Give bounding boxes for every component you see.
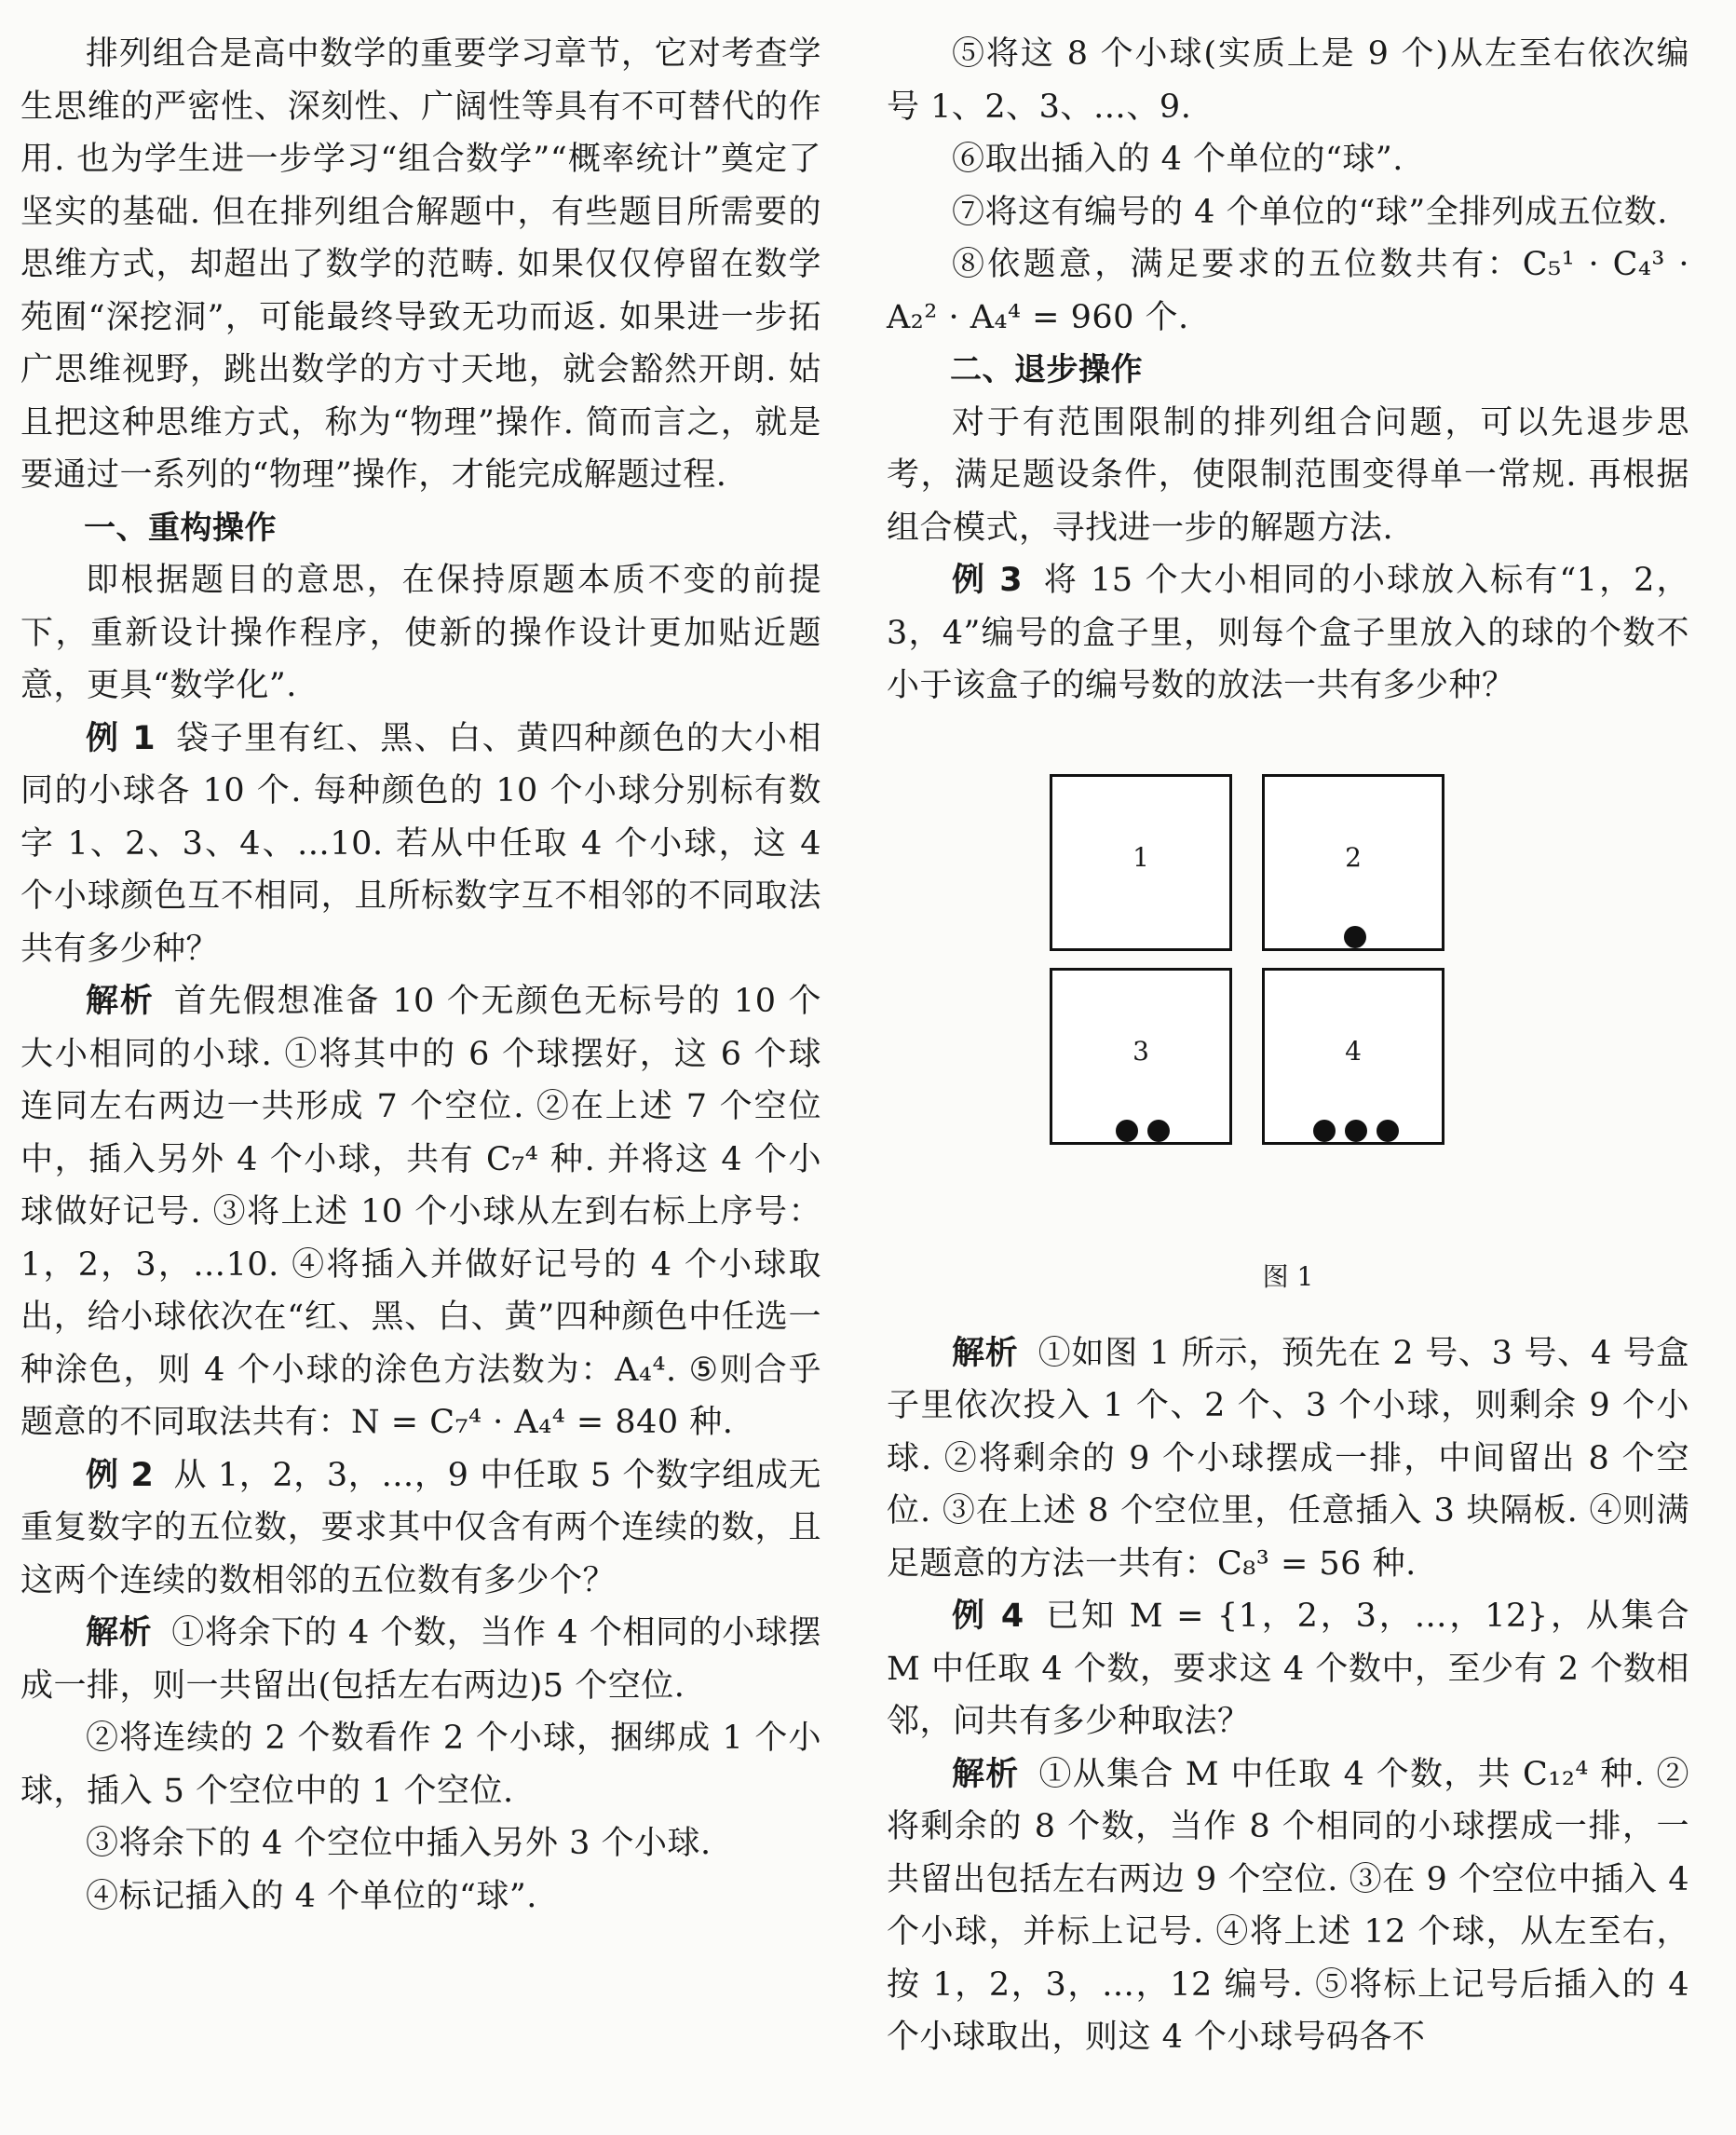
solution-2-step-5: ⑤将这 8 个小球(实质上是 9 个)从左至右依次编号 1、2、3、…、9. xyxy=(887,35,1689,126)
box-4 xyxy=(1262,968,1444,1145)
solution-2-step-8: ⑧依题意，满足要求的五位数共有：C₅¹ · C₄³ · A₂² · A₄⁴ = 960 个. xyxy=(887,246,1689,336)
solution-2-step-6: ⑥取出插入的 4 个单位的“球”. xyxy=(952,141,1404,178)
solution-2 xyxy=(20,1607,821,1712)
box-number: 4 xyxy=(1345,1035,1362,1067)
example-text: 将 15 个大小相同的小球放入标有“1，2，3，4”编号的盒子里，则每个盒子里放入的球的个数不小于该盒子的编号数的放法一共有多少种？ xyxy=(887,562,1689,704)
example-label: 例 4 xyxy=(952,1598,1024,1635)
solution-label: 解析 xyxy=(952,1755,1020,1793)
solution-label: 解析 xyxy=(86,983,155,1020)
box-1 xyxy=(1050,774,1232,951)
solution-text: 首先假想准备 10 个无颜色无标号的 10 个大小相同的小球. ①将其中的 6 个球摆好，这 6 个球连同左右两边一共形成 7 个空位. ②在上述 7 个空位中，插入另外 4 个小球，共有 C₇⁴ 种. 并将这 4 个小球做好记号. ③将上述 10 个小球从左到右标上序号：1，2，3，…10. ④将插入并做好记号的 4 个小球取出，给小球依次在“红、黑、白、黄”四种颜色中任选一种涂色，则 4 个小球的涂色方法数为：A₄⁴. ⑤则合乎题意的不同取法共有：N = C₇⁴ · A₄⁴ = 840 种. xyxy=(20,983,821,1441)
example-1 xyxy=(20,713,821,976)
solution-2-step-7: ⑦将这有编号的 4 个单位的“球”全排列成五位数. xyxy=(952,193,1668,231)
solution-2-step-4: ④标记插入的 4 个单位的“球”. xyxy=(86,1877,537,1915)
ball xyxy=(1344,926,1366,948)
solution-step: ①将余下的 4 个数，当作 4 个相同的小球摆成一排，则一共留出(包括左右两边)5 个空位. xyxy=(20,1614,821,1705)
solution-text: ①从集合 M 中任取 4 个数，共 C₁₂⁴ 种. ②将剩余的 8 个数，当作 8 个相同的小球摆成一排，一共留出包括左右两边 9 个空位. ③在 9 个空位中插入 4 个小球，并标上记号. ④将上述 12 个球，从左至右，按 1，2，3，…，12 编号. ⑤将标上记号后插入的 4 个小球取出，则这 4 个小球号码各不 xyxy=(887,1755,1689,2056)
section-heading-stepback: 二、退步操作 xyxy=(950,351,1143,388)
intro-paragraph: 排列组合是高中数学的重要学习章节，它对考查学生思维的严密性、深刻性、广阔性等具有不可替代的作用. 也为学生进一步学习“组合数学”“概率统计”奠定了坚实的基础. 但在排列组合解题中，有些题目所需要的思维方式，却超出了数学的范畴. 如果仅仅停留在数学苑囿“深挖洞”，可能最终导致无功而返. 如果进一步拓广思维视野，跳出数学的方寸天地，就会豁然开朗. 姑且把这种思维方式，称为“物理”操作. 简而言之，就是要通过一系列的“物理”操作，才能完成解题过程. xyxy=(20,35,821,494)
example-text: 已知 M = {1，2，3，…，12}，从集合 M 中任取 4 个数，要求这 4 个数中，至少有 2 个数相邻，问共有多少种取法？ xyxy=(887,1598,1689,1740)
solution-1 xyxy=(20,975,821,1449)
example-3 xyxy=(887,554,1689,713)
example-2 xyxy=(20,1449,821,1608)
example-label: 例 3 xyxy=(952,562,1024,599)
right-column xyxy=(887,28,1689,2064)
box-number: 3 xyxy=(1132,1035,1149,1067)
figure-caption: 图 1 xyxy=(1262,1260,1314,1292)
ball xyxy=(1345,1120,1367,1142)
solution-2-step-2: ②将连续的 2 个数看作 2 个小球，捆绑成 1 个小球，插入 5 个空位中的 1 个空位. xyxy=(20,1720,821,1810)
example-label: 例 2 xyxy=(86,1456,155,1494)
ball xyxy=(1147,1120,1170,1142)
example-text: 从 1，2，3，…，9 中任取 5 个数字组成无重复数字的五位数，要求其中仅含有两个连续的数，且这两个连续的数相邻的五位数有多少个？ xyxy=(20,1456,822,1599)
section-paragraph: 即根据题目的意思，在保持原题本质不变的前提下，重新设计操作程序，使新的操作设计更加贴近题意，更具“数学化”. xyxy=(20,562,821,704)
example-4 xyxy=(887,1590,1689,1748)
solution-text: ①如图 1 所示，预先在 2 号、3 号、4 号盒子里依次投入 1 个、2 个、3 个小球，则剩余 9 个小球. ②将剩余的 9 个小球摆成一排，中间留出 8 个空位. ③在上述 8 个空位里，任意插入 3 块隔板. ④则满足题意的方法一共有：C₈³ = 56 种. xyxy=(887,1334,1689,1583)
solution-4 xyxy=(887,1748,1689,2064)
solution-label: 解析 xyxy=(86,1614,153,1652)
ball xyxy=(1313,1120,1336,1142)
section-paragraph: 对于有范围限制的排列组合问题，可以先退步思考，满足题设条件，使限制范围变得单一常规. 再根据组合模式，寻找进一步的解题方法. xyxy=(887,403,1689,547)
solution-2-step-3: ③将余下的 4 个空位中插入另外 3 个小球. xyxy=(86,1825,712,1862)
box-number: 1 xyxy=(1132,841,1149,873)
ball xyxy=(1377,1120,1399,1142)
box-number: 2 xyxy=(1345,841,1362,873)
example-label: 例 1 xyxy=(86,719,156,757)
section-heading-restructure: 一、重构操作 xyxy=(84,509,277,547)
ball xyxy=(1116,1120,1138,1142)
example-text: 袋子里有红、黑、白、黄四种颜色的大小相同的小球各 10 个. 每种颜色的 10 个小球分别标有数字 1、2、3、4、…10. 若从中任取 4 个小球，这 4 个小球颜色互不相同，且所标数字互不相邻的不同取法共有多少种？ xyxy=(20,719,821,968)
box-3 xyxy=(1050,968,1232,1145)
box-2 xyxy=(1262,774,1444,951)
solution-3 xyxy=(887,1327,1689,1591)
solution-label: 解析 xyxy=(952,1334,1019,1372)
figure-boxes-with-balls xyxy=(887,713,1689,1327)
left-column xyxy=(20,28,821,1923)
